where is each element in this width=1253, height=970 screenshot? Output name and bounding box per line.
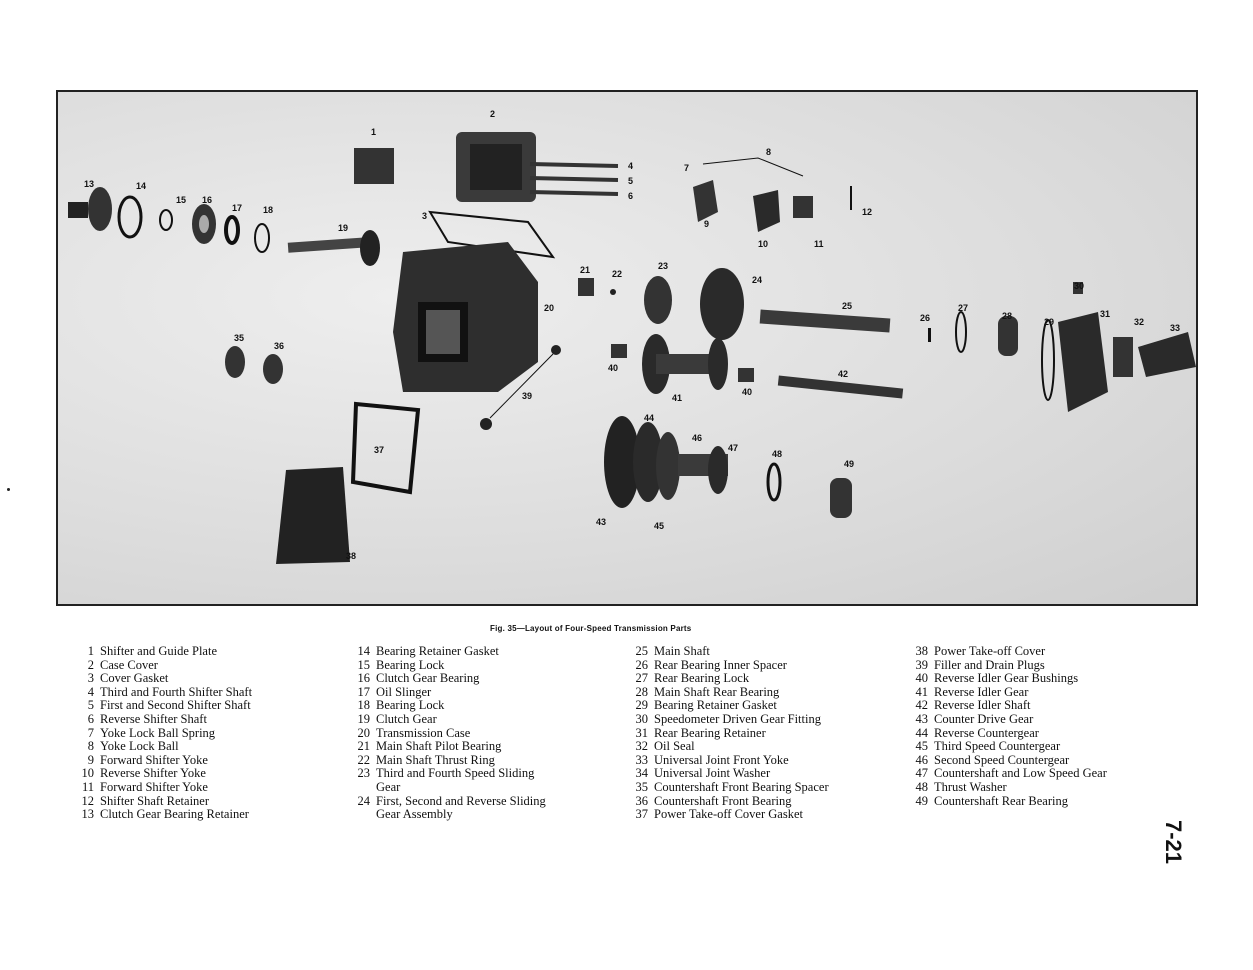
part-name: Clutch Gear Bearing Retainer	[100, 807, 249, 822]
callout-42: 42	[838, 369, 849, 379]
callout-46: 46	[692, 433, 703, 443]
part-name: First, Second and Reverse Sliding	[376, 793, 546, 808]
part-name: Bearing Retainer Gasket	[376, 644, 499, 658]
callout-40b: 40	[742, 387, 753, 397]
legend-row	[348, 727, 546, 741]
part-name: Countershaft Front Bearing Spacer	[654, 779, 829, 794]
part-number: 25	[635, 644, 648, 658]
legend-row	[348, 672, 546, 686]
part-name: Oil Slinger	[376, 684, 432, 699]
part-name: Gear Assembly	[376, 807, 453, 822]
part-name: Oil Seal	[654, 739, 695, 754]
part-number: 11	[81, 779, 94, 794]
legend-row	[626, 795, 829, 809]
callout-21: 21	[580, 265, 591, 275]
part-number: 6	[87, 711, 94, 726]
callout-24: 24	[752, 275, 763, 285]
part-number: 4	[87, 684, 94, 699]
part-name: Countershaft Front Bearing	[654, 793, 792, 808]
callout-10: 10	[758, 239, 769, 249]
part-number: 39	[915, 657, 928, 672]
legend-column-4	[906, 645, 1107, 808]
legend-row	[348, 659, 546, 673]
part-number: 45	[915, 739, 928, 754]
part-name: Universal Joint Front Yoke	[654, 752, 789, 767]
legend-row	[626, 740, 829, 754]
part-name: Filler and Drain Plugs	[934, 657, 1045, 672]
part-number: 15	[357, 657, 370, 672]
part-number: 41	[915, 684, 928, 699]
callout-18: 18	[263, 205, 274, 215]
legend-row	[72, 754, 252, 768]
legend-row	[906, 699, 1107, 713]
callout-20: 20	[544, 303, 555, 313]
callout-2: 2	[490, 109, 496, 119]
part-name: Rear Bearing Retainer	[654, 725, 766, 740]
part-name: Yoke Lock Ball Spring	[100, 725, 216, 740]
callout-8: 8	[766, 147, 772, 157]
part-number: 30	[635, 711, 648, 726]
legend-row	[72, 767, 252, 781]
legend-row	[626, 659, 829, 673]
callout-45: 45	[654, 521, 665, 531]
legend-row	[72, 808, 252, 822]
callout-38: 38	[346, 551, 357, 561]
legend-row	[348, 713, 546, 727]
part-name: Main Shaft Thrust Ring	[376, 752, 495, 767]
legend-row	[906, 645, 1107, 659]
part-number: 27	[635, 671, 648, 686]
part-name: Clutch Gear	[376, 711, 437, 726]
legend-row	[626, 781, 829, 795]
part-name: Power Take-off Cover	[934, 644, 1046, 658]
part-number: 7	[87, 725, 94, 740]
callout-23: 23	[658, 261, 669, 271]
legend-column-2	[348, 645, 546, 822]
part-name: Reverse Shifter Shaft	[100, 711, 207, 726]
callout-28: 28	[1002, 311, 1013, 321]
legend-row	[626, 808, 829, 822]
callout-44: 44	[644, 413, 655, 423]
callout-13: 13	[84, 179, 95, 189]
part-name: Main Shaft Pilot Bearing	[376, 739, 502, 754]
callout-30: 30	[1074, 281, 1085, 291]
part-name: Reverse Idler Shaft	[934, 698, 1031, 713]
legend-row	[906, 781, 1107, 795]
part-name: Speedometer Driven Gear Fitting	[654, 711, 821, 726]
legend-row	[72, 672, 252, 686]
part-name: Bearing Retainer Gasket	[654, 698, 777, 713]
callout-29: 29	[1044, 317, 1055, 327]
part-number: 40	[915, 671, 928, 686]
legend-column-3	[626, 645, 829, 822]
part-name: Reverse Idler Gear	[934, 684, 1029, 699]
legend-row	[626, 727, 829, 741]
part-number: 23	[357, 766, 370, 781]
callout-9: 9	[704, 219, 710, 229]
legend-row	[348, 740, 546, 754]
callout-40a: 40	[608, 363, 619, 373]
part-number: 44	[915, 725, 928, 740]
part-name: Main Shaft	[654, 644, 710, 658]
part-name: Reverse Idler Gear Bushings	[934, 671, 1079, 686]
legend-row	[906, 672, 1107, 686]
callout-47: 47	[728, 443, 739, 453]
part-number: 36	[635, 793, 648, 808]
part-number: 17	[357, 684, 370, 699]
callout-16: 16	[202, 195, 213, 205]
legend-row	[906, 659, 1107, 673]
legend-row	[72, 645, 252, 659]
part-number: 48	[915, 779, 928, 794]
part-name: Reverse Shifter Yoke	[100, 766, 206, 781]
legend-row	[626, 699, 829, 713]
part-number: 9	[87, 752, 94, 767]
legend-row	[72, 795, 252, 809]
callout-12: 12	[862, 207, 873, 217]
legend-row	[626, 754, 829, 768]
legend-row	[906, 713, 1107, 727]
part-name: Rear Bearing Lock	[654, 671, 750, 686]
legend-row	[72, 699, 252, 713]
page-number: 7-21	[1161, 820, 1186, 865]
part-number: 26	[635, 657, 648, 672]
part-name: Third and Fourth Shifter Shaft	[100, 684, 253, 699]
callout-48: 48	[772, 449, 783, 459]
legend-row	[72, 686, 252, 700]
callout-27: 27	[958, 303, 969, 313]
part-number: 14	[357, 644, 370, 658]
legend-row	[72, 781, 252, 795]
part-name: Shifter and Guide Plate	[100, 644, 217, 658]
callout-15: 15	[176, 195, 187, 205]
callout-17: 17	[232, 203, 243, 213]
callout-5: 5	[628, 176, 634, 186]
callout-14: 14	[136, 181, 147, 191]
part-name: Countershaft Rear Bearing	[934, 793, 1068, 808]
part-name: Third Speed Countergear	[934, 739, 1061, 754]
part-number: 16	[357, 671, 370, 686]
callout-32: 32	[1134, 317, 1145, 327]
legend-row	[72, 713, 252, 727]
part-name: Gear	[376, 779, 401, 794]
part-number: 1	[87, 644, 94, 658]
part-name: Second Speed Countergear	[934, 752, 1070, 767]
legend-row	[348, 645, 546, 659]
legend-row	[626, 767, 829, 781]
part-number: 35	[635, 779, 648, 794]
part-name: Reverse Countergear	[934, 725, 1039, 740]
legend-row	[906, 727, 1107, 741]
part-number: 49	[915, 793, 928, 808]
part-number: 20	[357, 725, 370, 740]
part-name: Cover Gasket	[100, 671, 169, 686]
part-number: 2	[87, 657, 94, 672]
legend-row	[348, 754, 546, 768]
part-name: Third and Fourth Speed Sliding	[376, 766, 535, 781]
legend-row	[72, 659, 252, 673]
part-number: 13	[81, 807, 94, 822]
callout-43: 43	[596, 517, 607, 527]
part-number: 37	[635, 807, 648, 822]
callout-7: 7	[684, 163, 690, 173]
part-name: Forward Shifter Yoke	[100, 752, 208, 767]
part-number: 43	[915, 711, 928, 726]
stray-mark	[7, 488, 10, 491]
part-number: 18	[357, 698, 370, 713]
part-number: 21	[357, 739, 370, 754]
callout-11: 11	[814, 239, 824, 249]
part-name: Forward Shifter Yoke	[100, 779, 208, 794]
legend-row	[626, 672, 829, 686]
legend-row	[906, 740, 1107, 754]
part-number: 8	[87, 739, 94, 754]
part-name: Transmission Case	[376, 725, 471, 740]
callout-39: 39	[522, 391, 533, 401]
part-number: 24	[357, 793, 370, 808]
part-name: Bearing Lock	[376, 657, 445, 672]
part-number: 10	[81, 766, 94, 781]
legend-column-1	[72, 645, 252, 822]
callout-19: 19	[338, 223, 349, 233]
legend-row	[906, 686, 1107, 700]
callout-1: 1	[371, 127, 377, 137]
part-number: 34	[635, 766, 648, 781]
part-number: 33	[635, 752, 648, 767]
part-name: First and Second Shifter Shaft	[100, 698, 251, 713]
part-name: Countershaft and Low Speed Gear	[934, 766, 1107, 781]
part-number: 5	[87, 698, 94, 713]
part-name: Universal Joint Washer	[654, 766, 771, 781]
part-name: Case Cover	[100, 657, 158, 672]
part-number: 31	[635, 725, 648, 740]
part-name: Rear Bearing Inner Spacer	[654, 657, 787, 672]
legend-row	[72, 727, 252, 741]
part-number: 32	[635, 739, 648, 754]
callout-26: 26	[920, 313, 931, 323]
callout-3: 3	[422, 211, 428, 221]
part-name: Yoke Lock Ball	[100, 739, 179, 754]
legend-row	[348, 795, 546, 809]
part-number: 19	[357, 711, 370, 726]
legend-row	[348, 808, 546, 822]
legend-row	[72, 740, 252, 754]
part-name: Main Shaft Rear Bearing	[654, 684, 780, 699]
legend-row	[626, 686, 829, 700]
legend-row	[906, 795, 1107, 809]
part-name: Thrust Washer	[934, 779, 1007, 794]
part-number: 12	[81, 793, 94, 808]
part-name: Shifter Shaft Retainer	[100, 793, 209, 808]
part-name: Counter Drive Gear	[934, 711, 1034, 726]
part-number: 3	[87, 671, 94, 686]
callout-25: 25	[842, 301, 853, 311]
legend-row	[348, 686, 546, 700]
callout-35: 35	[234, 333, 245, 343]
legend-row	[626, 645, 829, 659]
legend-row	[348, 699, 546, 713]
callout-22: 22	[612, 269, 623, 279]
callout-6: 6	[628, 191, 634, 201]
part-number: 28	[635, 684, 648, 699]
part-number: 38	[915, 644, 928, 658]
legend-row	[906, 754, 1107, 768]
legend-row	[626, 713, 829, 727]
exploded-view-photo	[56, 90, 1198, 606]
part-name: Power Take-off Cover Gasket	[654, 807, 803, 822]
part-number: 47	[915, 766, 928, 781]
callout-37: 37	[374, 445, 385, 455]
part-name: Bearing Lock	[376, 698, 445, 713]
figure-caption: Fig. 35—Layout of Four-Speed Transmission Parts	[490, 624, 692, 633]
callout-41: 41	[672, 393, 683, 403]
callout-31: 31	[1100, 309, 1111, 319]
legend-row	[348, 781, 546, 795]
part-name: Clutch Gear Bearing	[376, 671, 480, 686]
legend-row	[906, 767, 1107, 781]
part-number: 22	[357, 752, 370, 767]
callout-33: 33	[1170, 323, 1181, 333]
callout-4: 4	[628, 161, 634, 171]
part-number: 46	[915, 752, 928, 767]
part-number: 42	[915, 698, 928, 713]
parts-illustration	[58, 92, 1196, 604]
callout-36: 36	[274, 341, 285, 351]
legend-row	[348, 767, 546, 781]
callout-49: 49	[844, 459, 855, 469]
part-number: 29	[635, 698, 648, 713]
